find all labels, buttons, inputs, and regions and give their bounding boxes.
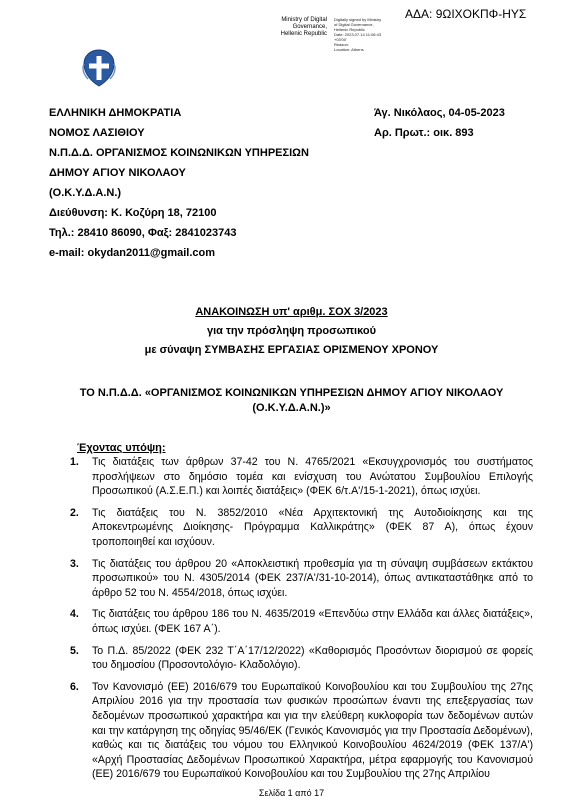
list-item bbox=[68, 506, 533, 550]
signature-line: Ministry of Digital bbox=[281, 17, 327, 23]
item-number: 4. bbox=[70, 608, 79, 621]
protocol-number: Αρ. Πρωτ.: οικ. 893 bbox=[374, 127, 474, 139]
header-organization: Ν.Π.Δ.Δ. ΟΡΓΑΝΙΣΜΟΣ ΚΟΙΝΩΝΙΚΩΝ ΥΠΗΡΕΣΙΩΝ bbox=[49, 147, 309, 159]
page-number: Σελίδα 1 από 17 bbox=[258, 788, 325, 798]
announcement-subtitle: για την πρόσληψη προσωπικού bbox=[207, 325, 376, 337]
signature-signer bbox=[272, 17, 327, 38]
signature-line: Hellenic Republic bbox=[280, 31, 327, 37]
signature-line: Governance, bbox=[292, 24, 327, 30]
header-municipality: ΔΗΜΟΥ ΑΓΙΟΥ ΝΙΚΟΛΑΟΥ bbox=[49, 167, 186, 179]
list-item bbox=[68, 680, 533, 782]
list-item bbox=[68, 644, 533, 673]
announcement-title: ΑΝΑΚΟΙΝΩΣΗ υπ' αριθμ. ΣΟΧ 3/2023 bbox=[195, 306, 388, 318]
signature-detail: Reason: bbox=[334, 42, 349, 47]
header-acronym: (Ο.Κ.Υ.Δ.Α.Ν.) bbox=[49, 187, 122, 199]
list-item bbox=[68, 557, 533, 601]
header-email: e-mail: okydan2011@gmail.com bbox=[49, 247, 216, 259]
signature-detail: +03'00' bbox=[334, 37, 347, 42]
item-number: 5. bbox=[70, 644, 79, 657]
item-number: 3. bbox=[70, 557, 79, 570]
coat-of-arms-icon bbox=[80, 48, 118, 88]
considering-heading: Έχοντας υπόψη: bbox=[77, 442, 166, 454]
list-item bbox=[68, 455, 533, 499]
header-prefecture: ΝΟΜΟΣ ΛΑΣΙΘΙΟΥ bbox=[49, 127, 145, 139]
signature-detail: Digitally signed by Ministry bbox=[334, 17, 382, 22]
header-address: Διεύθυνση: Κ. Κοζύρη 18, 72100 bbox=[49, 207, 217, 219]
header-phone: Τηλ.: 28410 86090, Φαξ: 2841023743 bbox=[49, 227, 237, 239]
organization-heading: ΤΟ Ν.Π.Δ.Δ. «ΟΡΓΑΝΙΣΜΟΣ ΚΟΙΝΩΝΙΚΩΝ ΥΠΗΡΕΣΙΩΝ ΔΗΜΟΥ ΑΓΙΟΥ ΝΙΚΟΛΑΟΥ (Ο.Κ.Υ.Δ.Α.Ν.)» bbox=[79, 387, 504, 414]
item-text: Τις διατάξεις των άρθρων 37-42 του Ν. 4765/2021 «Εκσυγχρονισμός του συστήματος προσλήψεων στο δημόσιο τομέα και ενίσχυση του Ανώτατου Συμβουλίου Επιλογής Προσωπικού (Α.Σ.Ε.Π.) και λοιπές διατάξεις» (ΦΕΚ 6/τ.Α'/15-1-2021), όπως ισχύει. bbox=[92, 456, 533, 498]
signature-detail: Date: 2023.07.14 11:06:43 bbox=[334, 32, 382, 37]
signature-details bbox=[334, 17, 404, 52]
signature-detail: of Digital Governance, bbox=[334, 22, 374, 27]
item-text: Τον Κανονισμό (ΕΕ) 2016/679 του Ευρωπαϊκού Κοινοβουλίου και του Συμβουλίου της 27ης Απριλίου 2016 για την προστασία των φυσικών προσώπων έναντι της επεξεργασίας των δεδομένων προσωπικού χαρακτήρα και για την ελεύθερη κυκλοφορία των δεδομένων αυτών και την κατάργηση της οδηγίας 95/46/ΕΚ (Γενικός Κανονισμός για την Προστασία Δεδομένων), καθώς και τις διατάξεις του νόμου του Ελληνικού Κοινοβουλίου 4624/2019 (ΦΕΚ 137/Α') «Αρχή Προστασίας Δεδομένων Προσωπικού Χαρακτήρα, μέτρα εφαρμογής του Κανονισμού (ΕΕ) 2016/679 του Ευρωπαϊκού Κοινοβουλίου και του Συμβουλίου της 27ης Απριλίου bbox=[92, 680, 533, 781]
announcement-contract-type: με σύναψη ΣΥΜΒΑΣΗΣ ΕΡΓΑΣΙΑΣ ΟΡΙΣΜΕΝΟΥ ΧΡΟΝΟΥ bbox=[144, 344, 439, 356]
item-text: Τις διατάξεις του άρθρου 186 του Ν. 4635/2019 «Επενδύω στην Ελλάδα και άλλες διατάξεις», όπως ισχύει. (ΦΕΚ 167 Α΄). bbox=[92, 608, 533, 635]
item-text: Τις διατάξεις του Ν. 3852/2010 «Νέα Αρχιτεκτονική της Αυτοδιοίκησης και της Αποκεντρωμένης Διοίκησης- Πρόγραμμα Καλλικράτης» (ΦΕΚ 87 Α), όπως έχουν τροποποιηθεί και ισχύουν. bbox=[92, 506, 533, 548]
legal-basis-list bbox=[68, 455, 533, 789]
header-country: ΕΛΛΗΝΙΚΗ ΔΗΜΟΚΡΑΤΙΑ bbox=[49, 107, 182, 119]
item-number: 1. bbox=[70, 456, 79, 468]
item-text: Το Π.Δ. 85/2022 (ΦΕΚ 232 Τ΄Α΄17/12/2022) «Καθορισμός Προσόντων διορισμού σε φορείς του δημοσίου (Προσοντολόγιο- Κλαδολόγιο). bbox=[92, 644, 533, 672]
item-text: Τις διατάξεις του άρθρου 20 «Αποκλειστική προθεσμία για τη σύναψη συμβάσεων εκτάκτου προσωπικού» του Ν. 4305/2014 (ΦΕΚ 237/Α'/31-10-2014), όπως αντικαταστάθηκε από το άρθρο 52 του Ν. 4554/2018, όπως ισχύει. bbox=[92, 557, 533, 599]
signature-detail: Hellenic Republic bbox=[334, 27, 365, 32]
place-date: Άγ. Νικόλαος, 04-05-2023 bbox=[374, 107, 505, 119]
item-number: 2. bbox=[70, 506, 79, 519]
item-number: 6. bbox=[70, 680, 79, 693]
signature-detail: Location: Athens bbox=[334, 47, 364, 52]
ada-code: ΑΔΑ: 9ΩΙΧΟΚΠΦ-ΗΥΣ bbox=[405, 7, 527, 21]
list-item bbox=[68, 607, 533, 636]
